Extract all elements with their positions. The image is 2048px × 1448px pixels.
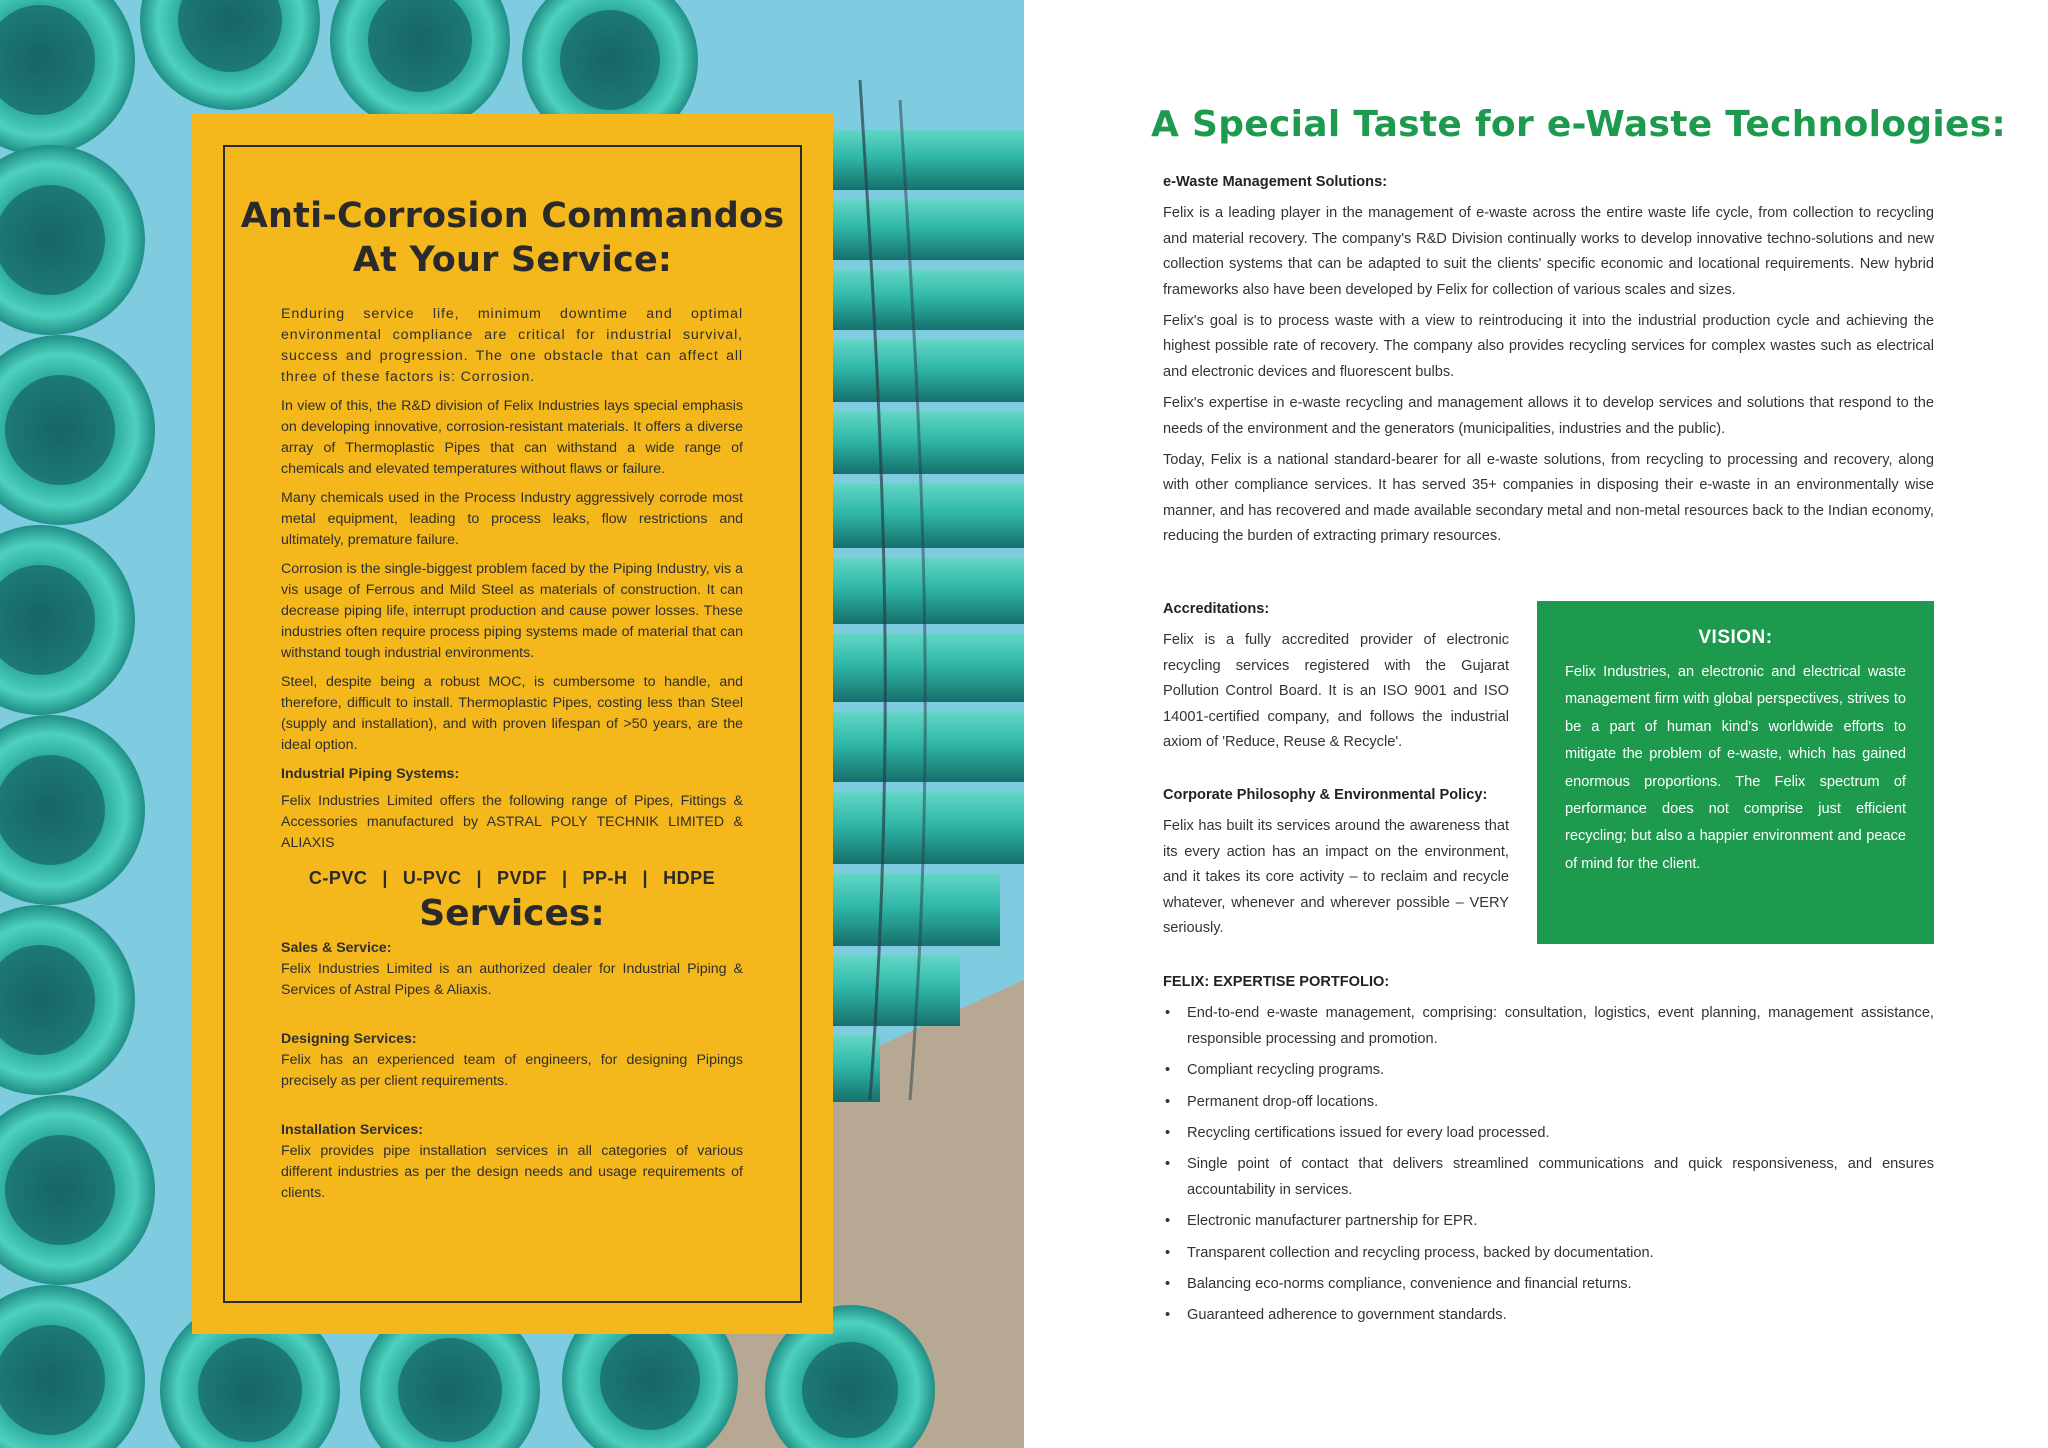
- vision-text: Felix Industries, an electronic and electrical waste management firm with global perspectives, strives to be a part of human kind's worldwide efforts to mitigate the problem of e-waste, which has gained enormous proportions. The Felix spectrum of performance does not comprise just efficient recycling; but also a happier environment and peace of mind for the client.: [1565, 664, 1906, 872]
- ewaste-paragraph: Today, Felix is a national standard-bearer for all e-waste solutions, from recycling to processing and recovery, along with other compliance services. It has served 35+ companies in disposing their e-waste in an environmentally wise manner, and has recovered and made available secondary metal and non-metal resources back to the Indian economy, reducing the burden of extracting primary resources.: [1163, 452, 1934, 545]
- service-heading: Installation Services:: [281, 1122, 423, 1138]
- bullet-icon: •: [1165, 1062, 1171, 1079]
- list-item: • Transparent collection and recycling process, backed by documentation.: [1163, 1241, 1934, 1266]
- steel-paragraph: Steel, despite being a robust MOC, is cumbersome to handle, and therefore, difficult to install. Thermoplastic Pipes, costing less than Steel (supply and installation), and with proven lifespan of >50 years, are the ideal option.: [281, 674, 743, 753]
- service-designing: [281, 1029, 743, 1092]
- bullet-icon: •: [1165, 1156, 1171, 1173]
- policy-section: [1163, 783, 1509, 941]
- ewaste-paragraph: Felix is a leading player in the management of e-waste across the entire waste life cycle, from collection to recycling and material recovery. The company's R&D Division continually works to develop innovative techno-solutions and new collection systems that can be adapted to suit the clients' specific economic and locational requirements. New hybrid frameworks also have been developed by Felix for collection of various scales and sizes.: [1163, 205, 1934, 298]
- ewaste-paragraph: Felix's goal is to process waste with a view to reintroducing it into the industrial production cycle and achieving the highest possible rate of recovery. The company also provides recycling services for complex wastes such as electrical and electronic devices and fluorescent bulbs.: [1163, 313, 1934, 380]
- bullet-icon: •: [1165, 1005, 1171, 1022]
- corrosion-paragraph: Corrosion is the single-biggest problem faced by the Piping Industry, vis a vis usage of Ferrous and Mild Steel as materials of construction. It can decrease piping life, interrupt production and cause power losses. These industries often require process piping systems made of material that can withstand tough industrial environments.: [281, 561, 743, 661]
- bullet-icon: •: [1165, 1093, 1171, 1110]
- chemicals-paragraph: Many chemicals used in the Process Industry aggressively corrode most metal equipment, leading to process leaks, flow restrictions and ultimately, premature failure.: [281, 490, 743, 548]
- panel-title-line1: Anti-Corrosion Commandos: [240, 196, 785, 236]
- list-item: • Electronic manufacturer partnership for EPR.: [1163, 1209, 1934, 1234]
- bullet-icon: •: [1165, 1244, 1171, 1261]
- piping-text: Felix Industries Limited offers the following range of Pipes, Fittings & Accessories manufactured by ASTRAL POLY TECHNIK LIMITED & ALIAXIS: [281, 793, 743, 851]
- service-heading: Sales & Service:: [281, 940, 392, 956]
- service-sales: [281, 938, 743, 1001]
- bullet-icon: •: [1165, 1276, 1171, 1293]
- pipe-types: C-PVC | U-PVC | PVDF | PP-H | HDPE: [308, 868, 716, 888]
- list-item: • Recycling certifications issued for every load processed.: [1163, 1121, 1934, 1146]
- list-item: • Balancing eco-norms compliance, convenience and financial returns.: [1163, 1272, 1934, 1297]
- accreditations-section: [1163, 597, 1509, 755]
- right-page: [1024, 0, 2048, 1448]
- service-installation: [281, 1120, 743, 1204]
- list-item: • Permanent drop-off locations.: [1163, 1090, 1934, 1115]
- policy-heading: Corporate Philosophy & Environmental Policy:: [1163, 787, 1488, 803]
- bullet-icon: •: [1165, 1213, 1171, 1230]
- list-item: • Compliant recycling programs.: [1163, 1058, 1934, 1083]
- panel-title-line2: At Your Service:: [352, 240, 673, 280]
- accreditations-heading: Accreditations:: [1163, 601, 1270, 617]
- ewaste-heading: e-Waste Management Solutions:: [1163, 174, 1388, 190]
- list-item: • Guaranteed adherence to government standards.: [1163, 1303, 1934, 1328]
- list-item: • Single point of contact that delivers streamlined communications and quick responsiveness, and ensures accountability in services.: [1163, 1152, 1934, 1203]
- vision-box: [1537, 601, 1934, 944]
- right-page-title: A Special Taste for e-Waste Technologies:: [1151, 104, 2007, 145]
- accreditations-text: Felix is a fully accredited provider of electronic recycling services registered with the Gujarat Pollution Control Board. It is an ISO 9001 and ISO 14001-certified company, and follows the industrial axiom of 'Reduce, Reuse & Recycle'.: [1163, 632, 1509, 751]
- policy-text: Felix has built its services around the awareness that its every action has an impact on the environment, and it takes its core activity – to reclaim and recycle whatever, whenever and wherever possible – VERY seriously.: [1163, 818, 1509, 937]
- piping-heading: Industrial Piping Systems:: [281, 766, 460, 782]
- portfolio-list: [1163, 1001, 1934, 1328]
- service-text: Felix provides pipe installation services in all categories of various different industries as per the design needs and usage requirements of clients.: [281, 1143, 743, 1201]
- services-title: Services:: [419, 893, 605, 934]
- bullet-icon: •: [1165, 1307, 1171, 1324]
- portfolio-heading: FELIX: EXPERTISE PORTFOLIO:: [1163, 974, 1390, 990]
- portfolio-section: [1163, 970, 1934, 1335]
- ewaste-section: [1163, 170, 1934, 556]
- ewaste-paragraph: Felix's expertise in e-waste recycling and management allows it to develop services and solutions that respond to the needs of the environment and the generators (municipalities, industries and the public).: [1163, 395, 1934, 437]
- bullet-icon: •: [1165, 1125, 1171, 1142]
- service-text: Felix has an experienced team of engineers, for designing Pipings precisely as per client requirements.: [281, 1052, 743, 1089]
- anti-corrosion-panel: [192, 114, 833, 1334]
- service-heading: Designing Services:: [281, 1031, 417, 1047]
- vision-title: VISION:: [1698, 627, 1773, 648]
- intro-paragraph: Enduring service life, minimum downtime and optimal environmental compliance are critical for industrial survival, success and progression. The one obstacle that can affect all three of these factors is: Corrosion.: [281, 306, 743, 385]
- panel-title: [223, 194, 802, 282]
- rnd-paragraph: In view of this, the R&D division of Felix Industries lays special emphasis on developing innovative, corrosion-resistant materials. It offers a diverse array of Thermoplastic Pipes that can withstand a wide range of chemicals and elevated temperatures without flaws or failure.: [281, 398, 743, 477]
- service-text: Felix Industries Limited is an authorized dealer for Industrial Piping & Services of Astral Pipes & Aliaxis.: [281, 961, 743, 998]
- panel-body: [281, 304, 743, 1232]
- list-item: • End-to-end e-waste management, comprising: consultation, logistics, event planning, management assistance, responsible processing and promotion.: [1163, 1001, 1934, 1052]
